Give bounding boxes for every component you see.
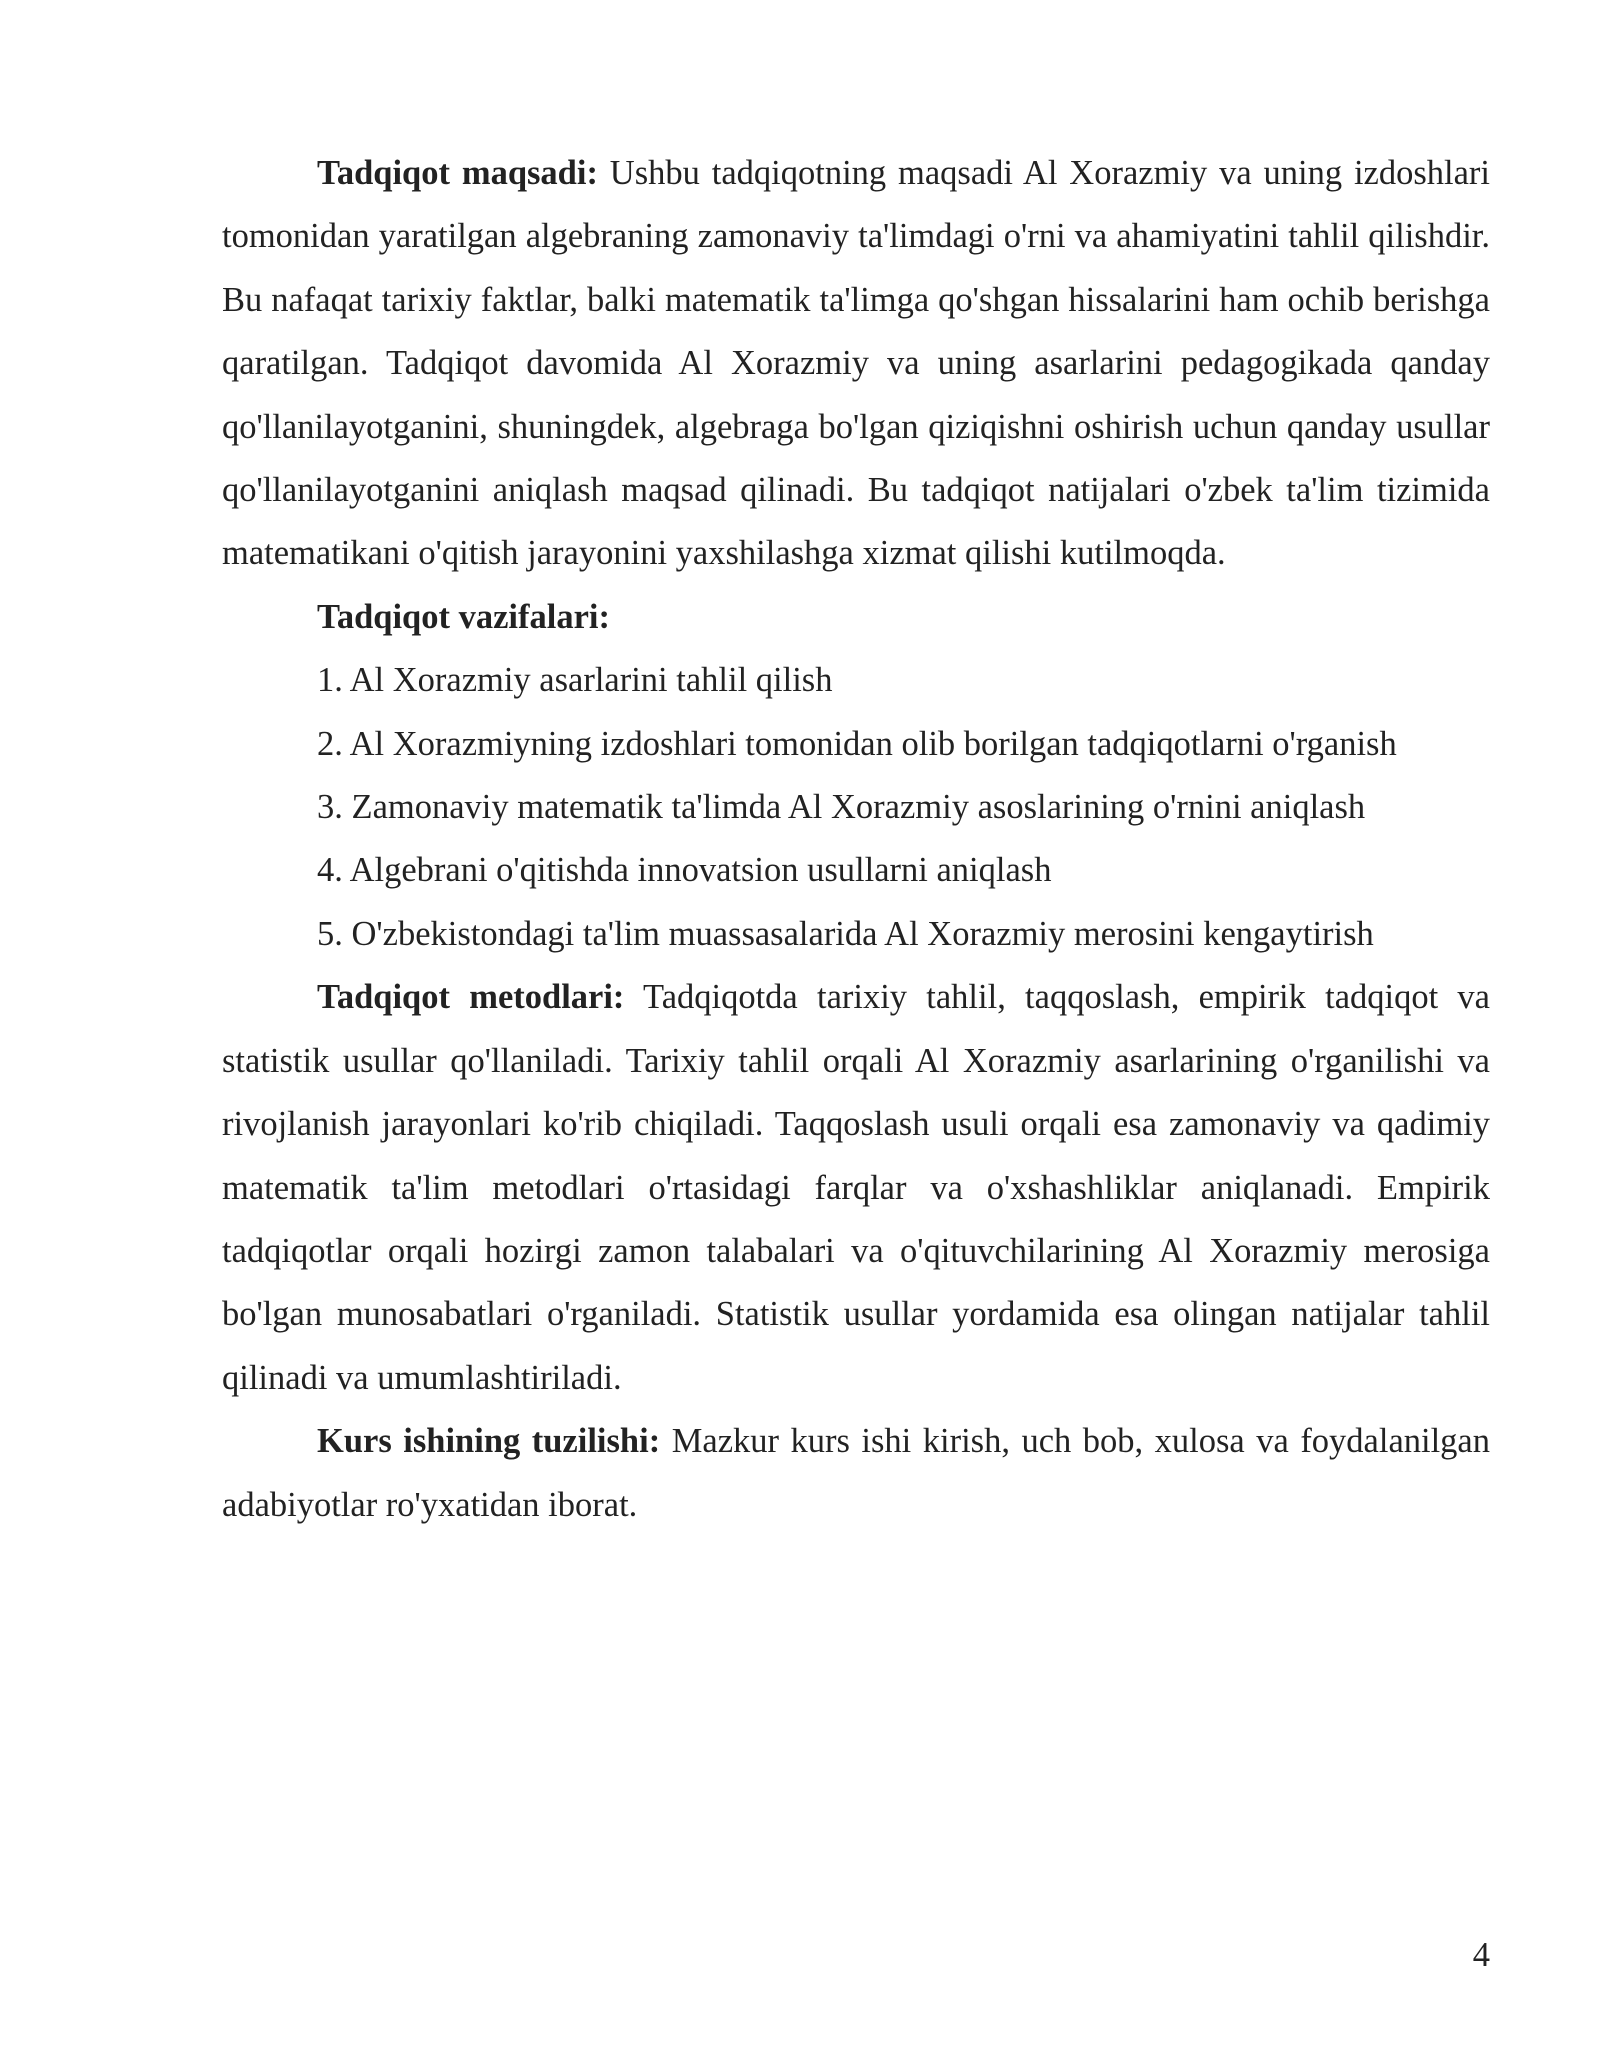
page-number: 4	[1472, 1936, 1490, 1974]
paragraph-research-goal	[222, 142, 1490, 586]
research-tasks-label: Tadqiqot vazifalari:	[317, 597, 610, 636]
research-goal-label: Tadqiqot maqsadi:	[317, 154, 598, 192]
paragraph-research-methods	[222, 966, 1490, 1410]
course-structure-label: Kurs ishining tuzilishi:	[317, 1422, 661, 1461]
research-methods-text: Tadqiqotda tarixiy tahlil, taqqoslash, empirik tadqiqot va statistik usullar qo'llaniladi. Tarixiy tahlil orqali Al Xorazmiy asarlarining o'rganilishi va rivojlanish jarayonlari ko'rib chiqiladi. Taqqoslash usuli orqali esa zamonaviy va qadimiy matematik ta'lim metodlari o'rtasidagi farqlar va o'xshashliklar aniqlanadi. Empirik tadqiqotlar orqali hozirgi zamon talabalari va o'qituvchilarining Al Xorazmiy merosiga bo'lgan munosabatlari o'rganiladi. Statistik usullar yordamida esa olingan natijalar tahlil qilinadi va umumlashtiriladi.	[222, 978, 1490, 1397]
course-structure-text: Mazkur kurs ishi kirish, uch bob, xulosa va foydalanilgan adabiyotlar ro'yxatidan iborat.	[222, 1422, 1490, 1524]
list-item: 4. Algebrani o'qitishda innovatsion usullarni aniqlash	[317, 851, 1052, 890]
paragraph-course-structure	[222, 1410, 1490, 1537]
list-item: 5. O'zbekistondagi ta'lim muassasalarida Al Xorazmiy merosini kengaytirish	[317, 914, 1374, 953]
list-item: 3. Zamonaviy matematik ta'limda Al Xorazmiy asoslarining o'rnini aniqlash	[317, 788, 1366, 827]
list-item: 1. Al Xorazmiy asarlarini tahlil qilish	[317, 661, 833, 700]
document-page	[222, 142, 1490, 1537]
paragraph-research-tasks-heading	[222, 586, 1490, 649]
research-methods-label: Tadqiqot metodlari:	[317, 978, 625, 1017]
list-item: 2. Al Xorazmiyning izdoshlari tomonidan olib borilgan tadqiqotlarni o'rganish	[317, 724, 1397, 763]
research-goal-text: Ushbu tadqiqotning maqsadi Al Xorazmiy va uning izdoshlari tomonidan yaratilgan algebraning zamonaviy ta'limdagi o'rni va ahamiyatini tahlil qilishdir. Bu nafaqat tarixiy faktlar, balki matematik ta'limga qo'shgan hissalarini ham ochib berishga qaratilgan. Tadqiqot davomida Al Xorazmiy va uning asarlarini pedagogikada qanday qo'llanilayotganini, shuningdek, algebraga bo'lgan qiziqishni oshirish uchun qanday usullar qo'llanilayotganini aniqlash maqsad qilinadi. Bu tadqiqot natijalari o'zbek ta'lim tizimida matematikani o'qitish jarayonini yaxshilashga xizmat qilishi kutilmoqda.	[222, 154, 1490, 573]
